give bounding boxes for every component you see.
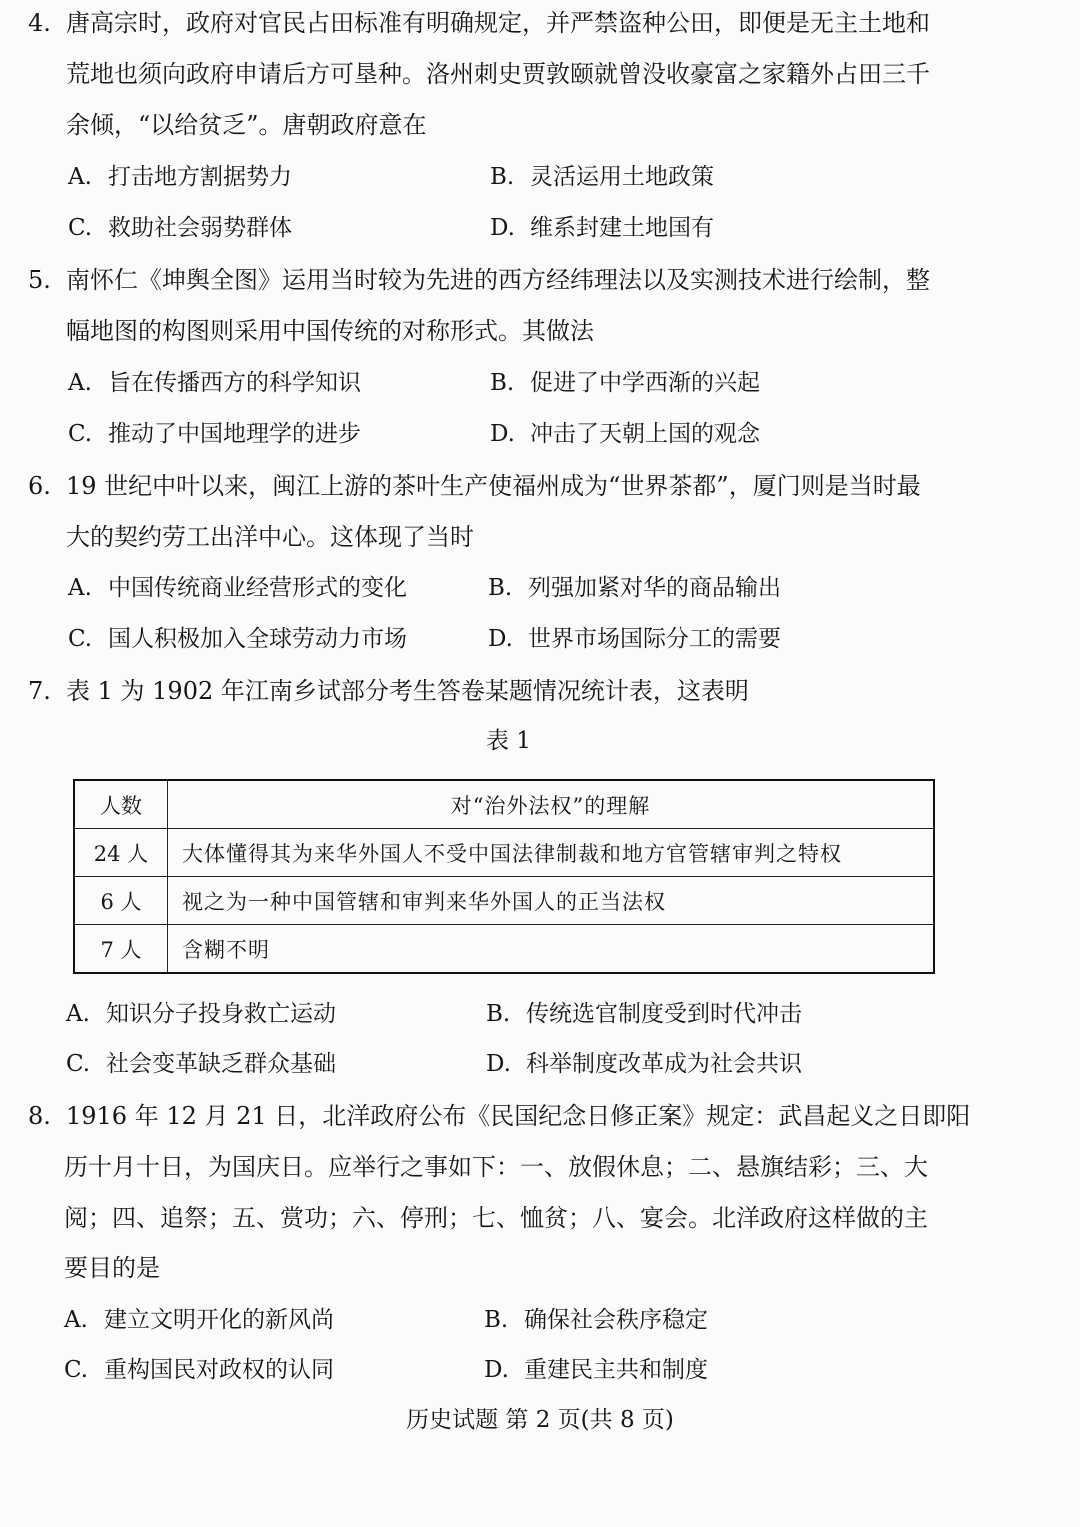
question-5-option-d[interactable] [490,419,760,449]
question-4-line-2: 荒地也须向政府申请后方可垦种。洛州刺史贾敦颐就曾没收豪富之家籍外占田三千 [66,60,930,88]
question-4-option-d[interactable] [490,213,714,243]
option-text: 重建民主共和制度 [524,1357,708,1383]
question-text: 表 1 为 1902 年江南乡试部分考生答卷某题情况统计表，这表明 [66,677,749,705]
option-letter: C. [66,1051,91,1077]
option-text: 知识分子投身救亡运动 [106,1001,336,1027]
table-header-row [74,780,934,829]
table-header-cell: 人数 [74,780,168,829]
question-8-line-4: 要目的是 [64,1254,160,1282]
option-text: 救助社会弱势群体 [108,215,292,241]
option-text: 科举制度改革成为社会共识 [526,1051,802,1077]
option-letter: B. [490,370,515,396]
question-8-line-1 [28,1101,970,1131]
table-header-cell: 对“治外法权”的理解 [168,780,935,829]
question-number: 6. [28,472,51,500]
table-cell: 含糊不明 [168,925,935,974]
question-6-line-2: 大的契约劳工出洋中心。这体现了当时 [66,523,474,551]
table-row [74,925,934,974]
option-text: 维系封建土地国有 [530,215,714,241]
question-5-line-2: 幅地图的构图则采用中国传统的对称形式。其做法 [66,317,594,345]
option-letter: A. [68,164,92,190]
question-7-option-b[interactable] [486,999,802,1029]
question-text: 1916 年 12 月 21 日，北洋政府公布《民国纪念日修正案》规定：武昌起义之日即阳 [66,1102,971,1130]
question-8-option-c[interactable] [64,1355,334,1385]
option-letter: B. [486,1001,511,1027]
table-cell: 7 人 [74,925,168,974]
question-text: 19 世纪中叶以来，闽江上游的茶叶生产使福州成为“世界茶都”，厦门则是当时最 [66,472,921,500]
option-text: 打击地方割据势力 [108,164,292,190]
table-row [74,877,934,925]
option-text: 建立文明开化的新风尚 [104,1307,334,1333]
option-letter: D. [484,1357,509,1383]
option-letter: B. [484,1307,509,1333]
option-text: 中国传统商业经营形式的变化 [108,575,407,601]
option-letter: A. [64,1307,88,1333]
statistics-table [73,779,935,974]
option-letter: D. [490,421,515,447]
question-5-option-c[interactable] [68,419,361,449]
question-5-option-b[interactable] [490,368,760,398]
table-cell: 视之为一种中国管辖和审判来华外国人的正当法权 [168,877,935,925]
option-text: 传统选官制度受到时代冲击 [526,1001,802,1027]
option-text: 社会变革缺乏群众基础 [106,1051,336,1077]
option-letter: B. [490,164,515,190]
question-8-line-3: 阅；四、追祭；五、赏功；六、停刑；七、恤贫；八、宴会。北洋政府这样做的主 [64,1204,928,1232]
question-6-option-a[interactable] [68,573,407,603]
option-text: 旨在传播西方的科学知识 [108,370,361,396]
question-number: 4. [28,9,51,37]
question-6-option-d[interactable] [488,624,781,654]
option-letter: D. [488,626,513,652]
option-letter: A. [68,575,92,601]
table-title: 表 1 [486,728,531,754]
question-8-line-2: 历十月十日，为国庆日。应举行之事如下：一、放假休息；二、悬旗结彩；三、大 [64,1153,928,1181]
option-letter: C. [68,421,93,447]
page-footer: 历史试题 第 2 页(共 8 页) [406,1407,674,1433]
option-text: 推动了中国地理学的进步 [108,421,361,447]
table-cell: 大体懂得其为来华外国人不受中国法律制裁和地方官管辖审判之特权 [168,829,935,877]
option-text: 促进了中学西渐的兴起 [530,370,760,396]
question-5-line-1 [28,265,930,295]
question-4-option-b[interactable] [490,162,714,192]
option-text: 灵活运用土地政策 [530,164,714,190]
question-number: 8. [28,1102,51,1130]
question-text: 南怀仁《坤舆全图》运用当时较为先进的西方经纬理法以及实测技术进行绘制，整 [66,266,930,294]
option-letter: A. [66,1001,90,1027]
question-number: 5. [28,266,51,294]
question-7-option-c[interactable] [66,1049,336,1079]
question-text: 唐高宗时，政府对官民占田标准有明确规定，并严禁盗种公田，即便是无主土地和 [66,9,930,37]
option-text: 列强加紧对华的商品输出 [528,575,781,601]
question-6-line-1 [28,471,921,501]
question-4-line-1 [28,8,930,38]
option-text: 冲击了天朝上国的观念 [530,421,760,447]
option-letter: C. [68,626,93,652]
option-text: 国人积极加入全球劳动力市场 [108,626,407,652]
table-row [74,829,934,877]
question-4-option-c[interactable] [68,213,292,243]
option-text: 重构国民对政权的认同 [104,1357,334,1383]
question-8-option-d[interactable] [484,1355,708,1385]
question-7-option-a[interactable] [66,999,336,1029]
option-letter: C. [68,215,93,241]
option-letter: B. [488,575,513,601]
table-cell: 24 人 [74,829,168,877]
table-cell: 6 人 [74,877,168,925]
option-letter: D. [490,215,515,241]
question-8-option-a[interactable] [64,1305,334,1335]
question-6-option-b[interactable] [488,573,781,603]
question-7-line-1 [28,676,749,706]
option-letter: C. [64,1357,89,1383]
question-number: 7. [28,677,51,705]
question-7-option-d[interactable] [486,1049,802,1079]
option-text: 世界市场国际分工的需要 [528,626,781,652]
question-5-option-a[interactable] [68,368,361,398]
option-letter: A. [68,370,92,396]
question-4-line-3: 余倾，“以给贫乏”。唐朝政府意在 [66,111,427,139]
option-text: 确保社会秩序稳定 [524,1307,708,1333]
option-letter: D. [486,1051,511,1077]
question-4-option-a[interactable] [68,162,292,192]
question-6-option-c[interactable] [68,624,407,654]
question-8-option-b[interactable] [484,1305,708,1335]
